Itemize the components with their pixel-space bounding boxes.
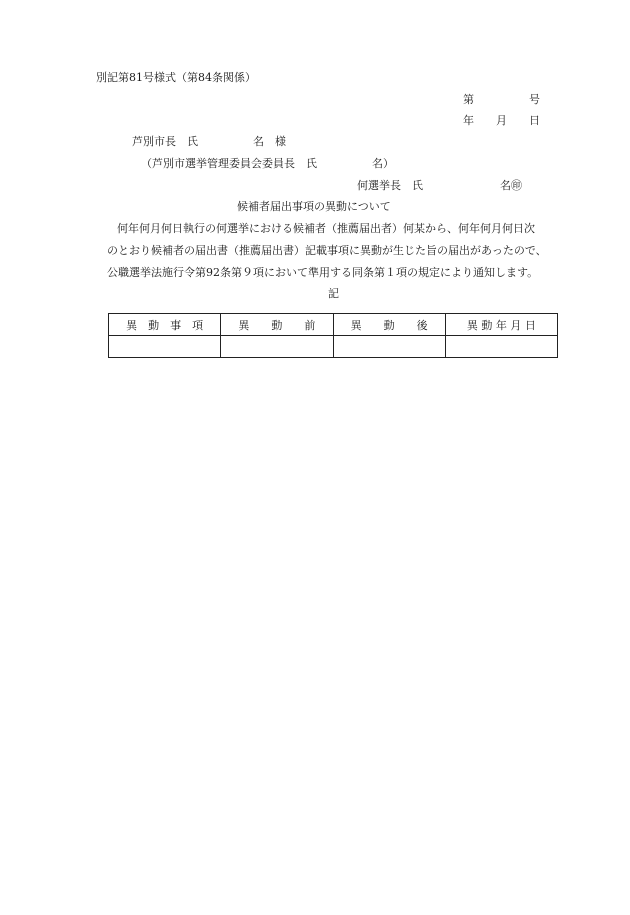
- table-cell-item: [109, 336, 221, 358]
- subject-heading: 候補者届出事項の異動について: [237, 200, 391, 213]
- column-header-date: 異 動 年 月 日: [445, 314, 557, 336]
- changes-table: [108, 313, 558, 358]
- table-header-row: [109, 314, 558, 336]
- column-header-item: 異 動 事 項: [109, 314, 221, 336]
- body-line-2: のとおり候補者の届出書（推薦届出書）記載事項に異動が生じた旨の届出があったので、: [107, 244, 547, 257]
- record-label: 記: [328, 287, 339, 300]
- form-title: 別記第81号様式（第84条関係）: [96, 71, 256, 84]
- addressee: 芦別市長 氏 名 様: [132, 135, 286, 148]
- table-cell-before: [221, 336, 333, 358]
- document-number: 第 号: [463, 93, 540, 106]
- body-line-3: 公職選挙法施行令第92条第９項において準用する同条第１項の規定により通知します。: [107, 266, 539, 279]
- body-line-1: 何年何月何日執行の何選挙における候補者（推薦届出者）何某から、何年何月何日次: [117, 222, 535, 235]
- sender: 何選挙長 氏 名㊞: [357, 179, 522, 192]
- table-cell-date: [445, 336, 557, 358]
- column-header-after: 異 動 後: [333, 314, 445, 336]
- column-header-before: 異 動 前: [221, 314, 333, 336]
- document-date: 年 月 日: [463, 114, 540, 127]
- table-row: [109, 336, 558, 358]
- table-cell-after: [333, 336, 445, 358]
- addressee-alternate: （芦別市選挙管理委員会委員長 氏 名）: [141, 157, 394, 170]
